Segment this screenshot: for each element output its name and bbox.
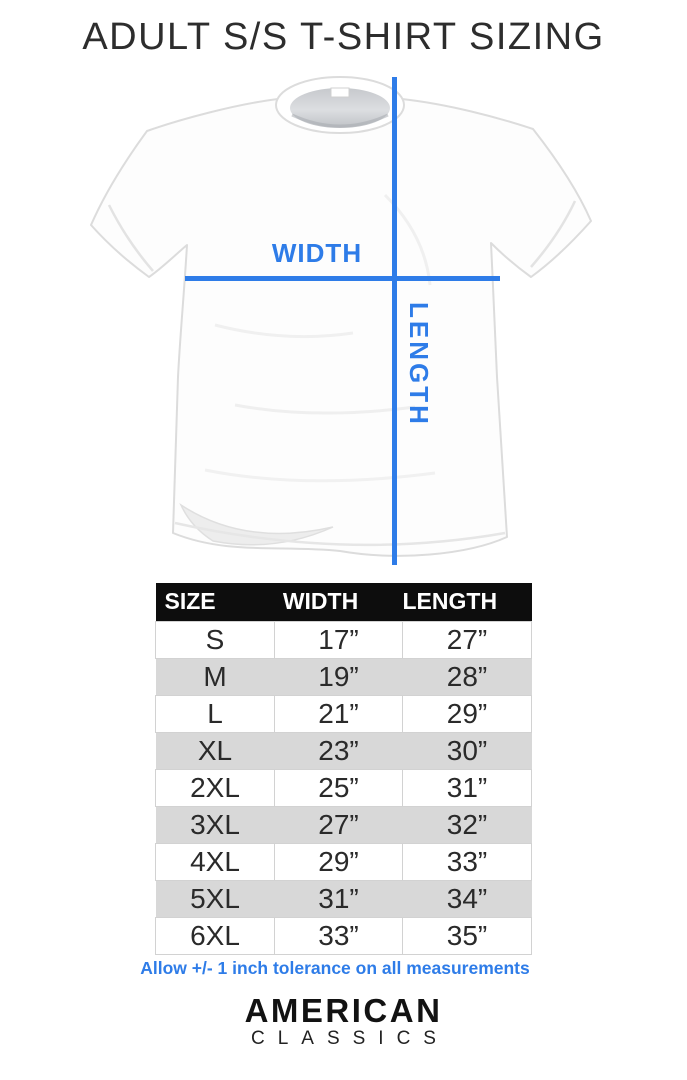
size-table [155, 583, 532, 955]
table-row [156, 917, 532, 954]
width-measure-line [185, 276, 500, 281]
size-cell: 5XL [156, 880, 275, 917]
tshirt-image [85, 75, 600, 570]
width-measure-label: WIDTH [271, 238, 363, 268]
brand-name-classics: CLASSICS [251, 1028, 449, 1049]
length-cell: 35” [403, 917, 532, 954]
length-cell: 28” [403, 658, 532, 695]
width-cell: 31” [275, 880, 403, 917]
width-cell: 29” [275, 843, 403, 880]
size-cell: M [156, 658, 275, 695]
size-cell: XL [156, 732, 275, 769]
table-row [156, 843, 532, 880]
tshirt-body [91, 99, 591, 556]
table-row [156, 621, 532, 658]
width-cell: 27” [275, 806, 403, 843]
table-row [156, 806, 532, 843]
brand-logo [0, 994, 687, 1050]
header-size: SIZE [156, 583, 275, 621]
width-cell: 23” [275, 732, 403, 769]
width-cell: 25” [275, 769, 403, 806]
length-cell: 33” [403, 843, 532, 880]
length-measure-label: LENGTH [404, 302, 434, 427]
header-width: WIDTH [275, 583, 403, 621]
table-row [156, 880, 532, 917]
tolerance-note: Allow +/- 1 inch tolerance on all measurements [140, 958, 530, 978]
table-row [156, 732, 532, 769]
length-cell: 29” [403, 695, 532, 732]
length-cell: 34” [403, 880, 532, 917]
size-cell: 6XL [156, 917, 275, 954]
size-table-body [156, 621, 532, 954]
size-cell: 3XL [156, 806, 275, 843]
width-cell: 33” [275, 917, 403, 954]
size-cell: L [156, 695, 275, 732]
length-cell: 31” [403, 769, 532, 806]
width-cell: 19” [275, 658, 403, 695]
header-length: LENGTH [403, 583, 532, 621]
size-cell: 4XL [156, 843, 275, 880]
length-cell: 27” [403, 621, 532, 658]
table-row [156, 769, 532, 806]
length-cell: 30” [403, 732, 532, 769]
table-row [156, 658, 532, 695]
size-table-header [156, 583, 532, 621]
size-cell: S [156, 621, 275, 658]
width-cell: 21” [275, 695, 403, 732]
length-measure-line [392, 77, 397, 565]
tshirt-illustration [85, 75, 600, 570]
size-cell: 2XL [156, 769, 275, 806]
length-cell: 32” [403, 806, 532, 843]
width-cell: 17” [275, 621, 403, 658]
page-title: ADULT S/S T-SHIRT SIZING [82, 16, 605, 58]
brand-name-american: AMERICAN [244, 992, 443, 1029]
table-row [156, 695, 532, 732]
